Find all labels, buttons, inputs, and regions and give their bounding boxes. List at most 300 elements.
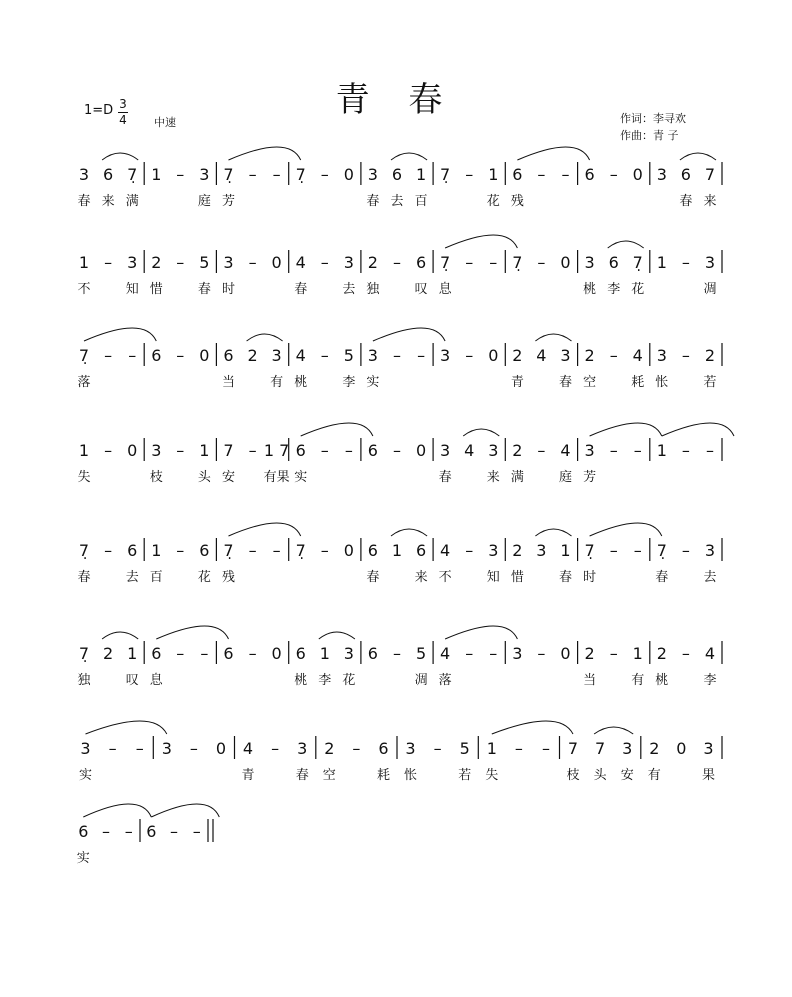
note: 2: [656, 644, 667, 663]
slur: [608, 241, 644, 248]
tie-slur: [84, 328, 156, 341]
note: 3: [560, 346, 571, 365]
note: 7̣: [295, 165, 306, 184]
tie-slur: [229, 147, 301, 160]
lyric: 去: [125, 570, 139, 585]
note: 0: [199, 346, 210, 365]
note: 6: [103, 165, 114, 184]
note: 1: [416, 165, 427, 184]
note: –: [681, 541, 690, 560]
lyric: 实: [366, 375, 380, 390]
lyric: 来: [703, 194, 717, 209]
note: 2: [584, 346, 595, 365]
note: 4: [536, 346, 547, 365]
note: 3: [127, 253, 138, 272]
note: 1: [560, 541, 571, 560]
note: –: [465, 253, 474, 272]
note: –: [542, 739, 550, 758]
note: 0: [416, 441, 427, 460]
note: 3: [488, 541, 499, 560]
note: 6: [223, 644, 234, 663]
slur: [535, 334, 571, 341]
note: 3: [405, 739, 416, 758]
lyric: 庭: [558, 470, 573, 485]
tie-slur: [590, 423, 662, 436]
tie-slur: [86, 721, 167, 734]
lyric: 知: [125, 282, 139, 297]
lyric: 春: [438, 470, 452, 485]
lyric: 独: [366, 282, 380, 297]
note: –: [320, 541, 329, 560]
note: –: [393, 441, 401, 460]
note: –: [609, 165, 618, 184]
lyric: 春: [294, 282, 308, 297]
lyric: 春: [655, 570, 669, 585]
note: 4: [464, 441, 475, 460]
note: 3: [656, 165, 667, 184]
note: 7̣: [632, 253, 643, 272]
note: –: [609, 346, 618, 365]
note: 6: [378, 739, 389, 758]
note: –: [272, 165, 281, 184]
note: 3: [656, 346, 667, 365]
lyric: 独: [77, 673, 91, 688]
note: –: [681, 346, 690, 365]
note: 7: [223, 441, 234, 460]
note: 4: [440, 541, 451, 560]
lyric: 知: [486, 570, 500, 585]
lyric: 春: [295, 768, 309, 783]
tie-slur: [517, 147, 589, 160]
note: –: [320, 165, 329, 184]
lyric: 耗: [376, 768, 391, 783]
note: 4: [242, 739, 254, 758]
slur: [594, 727, 633, 734]
note: 7̣: [656, 541, 667, 560]
lyric: 不: [77, 282, 91, 297]
note: 7̣: [78, 541, 90, 560]
note: 2: [367, 253, 378, 272]
note: 0: [560, 644, 571, 663]
note: 2: [512, 346, 523, 365]
tie-slur: [445, 626, 517, 639]
note: –: [248, 644, 257, 663]
lyric: 残: [510, 194, 524, 209]
note: –: [135, 739, 144, 758]
lyric: 怅: [403, 768, 418, 783]
note: –: [417, 346, 426, 365]
note: 7: [567, 739, 579, 758]
note: 6: [78, 822, 89, 841]
lyric: 有: [647, 768, 661, 783]
note: 3: [704, 253, 716, 272]
note: –: [108, 739, 117, 758]
note: 0: [343, 541, 354, 560]
lyric: 失: [77, 470, 91, 485]
key-signature: 1=D: [84, 103, 114, 118]
lyric: 春: [366, 194, 380, 209]
note: 1: [78, 253, 90, 272]
lyric: 花: [486, 194, 500, 209]
lyric: 去: [342, 282, 356, 297]
note: 4: [704, 644, 716, 663]
tie-slur: [590, 523, 662, 536]
note: –: [272, 541, 281, 560]
note: 2: [512, 441, 523, 460]
tie-slur: [83, 804, 151, 817]
note: 0: [271, 253, 282, 272]
slur: [391, 153, 427, 160]
lyric: 有: [270, 375, 284, 390]
lyric: 耗: [631, 375, 645, 390]
lyric: 实: [78, 768, 93, 783]
note: –: [633, 441, 642, 460]
note: –: [176, 346, 185, 365]
note: –: [128, 346, 137, 365]
note: 3: [343, 644, 354, 663]
lyric: 来: [486, 470, 500, 485]
lyric: 果: [701, 768, 716, 783]
note: –: [537, 253, 546, 272]
note: –: [681, 253, 690, 272]
note: 0: [127, 441, 138, 460]
note: 6: [680, 165, 691, 184]
note: 1: [319, 644, 330, 663]
note: 7̣: [127, 165, 138, 184]
lyric: 来: [101, 194, 115, 209]
lyric: 怅: [655, 375, 669, 390]
note: 3: [223, 253, 234, 272]
note: –: [271, 739, 280, 758]
lyric: 春: [77, 194, 91, 209]
lyric: 花: [197, 570, 211, 585]
note: 6: [367, 644, 378, 663]
note: 0: [343, 165, 354, 184]
lyric: 芳: [583, 470, 597, 485]
lyric: 青: [510, 375, 524, 390]
note: 6: [151, 346, 162, 365]
note: 5: [199, 253, 210, 272]
note: –: [248, 541, 257, 560]
note: –: [609, 644, 618, 663]
note: 2: [649, 739, 660, 758]
note: 4: [295, 346, 306, 365]
lyric: 去: [390, 194, 404, 209]
note: 6: [416, 541, 427, 560]
note: –: [706, 441, 714, 460]
lyric: 有: [631, 673, 645, 688]
lyric: 叹: [125, 673, 139, 688]
lyric: 时: [221, 282, 236, 297]
note: –: [248, 441, 257, 460]
lyric: 芳: [221, 194, 236, 209]
lyric: 枝: [149, 470, 163, 485]
note: –: [104, 441, 113, 460]
note: –: [433, 739, 442, 758]
note: –: [561, 165, 570, 184]
note: –: [489, 644, 498, 663]
lyric: 李: [318, 673, 332, 688]
note: 0: [632, 165, 643, 184]
note: 1: [151, 165, 162, 184]
lyric: 息: [438, 282, 452, 297]
note: –: [393, 253, 401, 272]
tie-slur: [156, 626, 228, 639]
note: 1: [656, 441, 667, 460]
note: 3: [367, 346, 378, 365]
slur: [463, 429, 499, 436]
lyric: 花: [342, 673, 356, 688]
note: 7̣: [223, 541, 234, 560]
tie-slur: [492, 721, 573, 734]
composer-credit: 作曲：青 子: [620, 129, 679, 142]
note: 5: [416, 644, 427, 663]
note: 2: [512, 541, 523, 560]
note: 6: [367, 541, 378, 560]
lyric: 息: [149, 673, 163, 688]
note: –: [176, 644, 185, 663]
note: 6: [199, 541, 210, 560]
note: –: [537, 644, 546, 663]
note: –: [176, 541, 185, 560]
lyric: 满: [510, 470, 524, 485]
lyric: 空: [583, 375, 597, 390]
note: 4: [632, 346, 643, 365]
note: –: [514, 739, 523, 758]
lyric: 春: [77, 570, 91, 585]
note: –: [192, 822, 201, 841]
lyric: 若: [458, 768, 472, 783]
note: 7̣: [78, 644, 90, 663]
note: –: [393, 346, 401, 365]
note: –: [352, 739, 361, 758]
note: 3: [199, 165, 210, 184]
note: 3: [584, 253, 595, 272]
lyric: 头: [593, 768, 607, 783]
note: 0: [676, 739, 687, 758]
note: –: [320, 253, 329, 272]
note: 1: [656, 253, 667, 272]
note: 7: [704, 165, 716, 184]
lyric: 落: [77, 375, 91, 390]
note: –: [489, 253, 498, 272]
lyric: 当: [583, 673, 597, 688]
note: 7̣: [512, 253, 523, 272]
slur: [247, 334, 283, 341]
note: 6: [151, 644, 162, 663]
note: 4: [295, 253, 306, 272]
lyric: 桃: [294, 673, 308, 688]
note: 6: [512, 165, 523, 184]
tie-slur: [301, 423, 373, 436]
lyric: 落: [438, 673, 452, 688]
tie-slur: [373, 328, 445, 341]
note: 7̣: [440, 165, 451, 184]
lyric: 枝: [566, 768, 580, 783]
lyric: 春: [558, 570, 573, 585]
note: 1: [78, 441, 90, 460]
note: 5: [343, 346, 354, 365]
note: –: [681, 441, 690, 460]
tempo-marking: 中速: [154, 116, 176, 129]
note: 3: [488, 441, 499, 460]
lyric: 春: [558, 375, 573, 390]
tie-slur: [151, 804, 219, 817]
note: –: [320, 441, 329, 460]
lyric: 叹: [414, 282, 428, 297]
note: 2: [103, 644, 114, 663]
lyric: 安: [221, 470, 236, 485]
note: –: [537, 165, 546, 184]
lyric: 有果: [263, 470, 290, 485]
lyric: 失: [485, 768, 499, 783]
note: –: [104, 346, 113, 365]
note: –: [176, 165, 185, 184]
note: 6: [584, 165, 595, 184]
note: 7̣: [584, 541, 595, 560]
note: 6: [295, 644, 306, 663]
note: 6: [391, 165, 403, 184]
slur: [391, 529, 427, 536]
lyric: 春: [197, 282, 211, 297]
note: –: [465, 644, 474, 663]
slur: [680, 153, 716, 160]
tie-slur: [229, 523, 301, 536]
note: 7̣: [440, 253, 451, 272]
note: 3: [512, 644, 523, 663]
lyric: 时: [583, 570, 597, 585]
slur: [102, 632, 138, 639]
lyric: 春: [366, 570, 380, 585]
lyric: 青: [241, 768, 255, 783]
note: 3: [151, 441, 162, 460]
time-signature-top: 3: [119, 97, 127, 111]
lyric: 实: [76, 851, 90, 866]
note: 0: [271, 644, 282, 663]
note: 3: [584, 441, 595, 460]
note: 4: [440, 644, 451, 663]
note: 3: [343, 253, 354, 272]
note: 1: [632, 644, 643, 663]
note: 1: [488, 165, 499, 184]
note: –: [633, 541, 642, 560]
lyric: 李: [342, 375, 356, 390]
note: 1: [127, 644, 138, 663]
slur: [319, 632, 355, 639]
note: –: [176, 253, 185, 272]
note: –: [320, 346, 329, 365]
note: 0: [215, 739, 227, 758]
lyric: 凋: [703, 282, 717, 297]
lyric: 头: [197, 470, 211, 485]
note: 6: [367, 441, 378, 460]
note: –: [124, 822, 133, 841]
lyric: 不: [438, 570, 452, 585]
note: –: [609, 441, 618, 460]
note: 3: [78, 165, 90, 184]
note: 1: [151, 541, 162, 560]
lyric: 若: [703, 375, 717, 390]
note: 1: [486, 739, 497, 758]
note: 3: [440, 441, 451, 460]
tie-slur: [662, 423, 734, 436]
note: 6: [146, 822, 157, 841]
note: 3: [297, 739, 308, 758]
note: 7̣: [223, 165, 234, 184]
note: 0: [488, 346, 499, 365]
note: 7̣: [78, 346, 90, 365]
lyric: 去: [703, 570, 717, 585]
note: 0: [560, 253, 571, 272]
page-title: 青 春: [335, 80, 457, 120]
lyric: 春: [679, 194, 693, 209]
note: –: [102, 822, 110, 841]
lyricist-credit: 作词：李寻欢: [620, 112, 686, 125]
note: 3: [703, 739, 714, 758]
slur: [102, 153, 138, 160]
lyric: 桃: [655, 673, 669, 688]
lyric: 残: [221, 570, 236, 585]
lyric: 满: [125, 194, 139, 209]
note: 1: [199, 441, 210, 460]
tie-slur: [445, 235, 517, 248]
note: –: [189, 739, 198, 758]
note: 6: [295, 441, 306, 460]
lyric: 安: [620, 768, 634, 783]
lyric: 惜: [510, 570, 524, 585]
note: 5: [459, 739, 470, 758]
note: 6: [127, 541, 138, 560]
note: –: [248, 165, 257, 184]
note: 3: [80, 739, 91, 758]
note: 3: [161, 739, 172, 758]
note: 2: [247, 346, 258, 365]
time-signature-bottom: 4: [119, 113, 127, 127]
note: 2: [704, 346, 716, 365]
note: –: [104, 253, 113, 272]
lyric: 庭: [197, 194, 211, 209]
note: –: [393, 644, 401, 663]
note: –: [248, 253, 257, 272]
lyric: 当: [221, 375, 236, 390]
lyric: 凋: [414, 673, 428, 688]
note: 6: [416, 253, 427, 272]
note: –: [465, 541, 474, 560]
note: 7̣: [295, 541, 306, 560]
note: 3: [536, 541, 547, 560]
note: –: [170, 822, 178, 841]
lyric: 桃: [294, 375, 308, 390]
note: 1: [391, 541, 403, 560]
lyric: 李: [607, 282, 621, 297]
lyric: 花: [631, 282, 645, 297]
lyric: 实: [294, 470, 308, 485]
note: 1 7: [263, 441, 290, 460]
note: 3: [704, 541, 716, 560]
note: 3: [440, 346, 451, 365]
lyric: 李: [703, 673, 717, 688]
lyric: 来: [414, 570, 428, 585]
note: –: [537, 441, 546, 460]
lyric: 百: [414, 194, 428, 209]
lyric: 百: [149, 570, 163, 585]
note: 2: [324, 739, 335, 758]
note: 7: [595, 739, 606, 758]
lyric: 桃: [583, 282, 597, 297]
lyric: 惜: [149, 282, 163, 297]
note: –: [200, 644, 209, 663]
slur: [535, 529, 571, 536]
